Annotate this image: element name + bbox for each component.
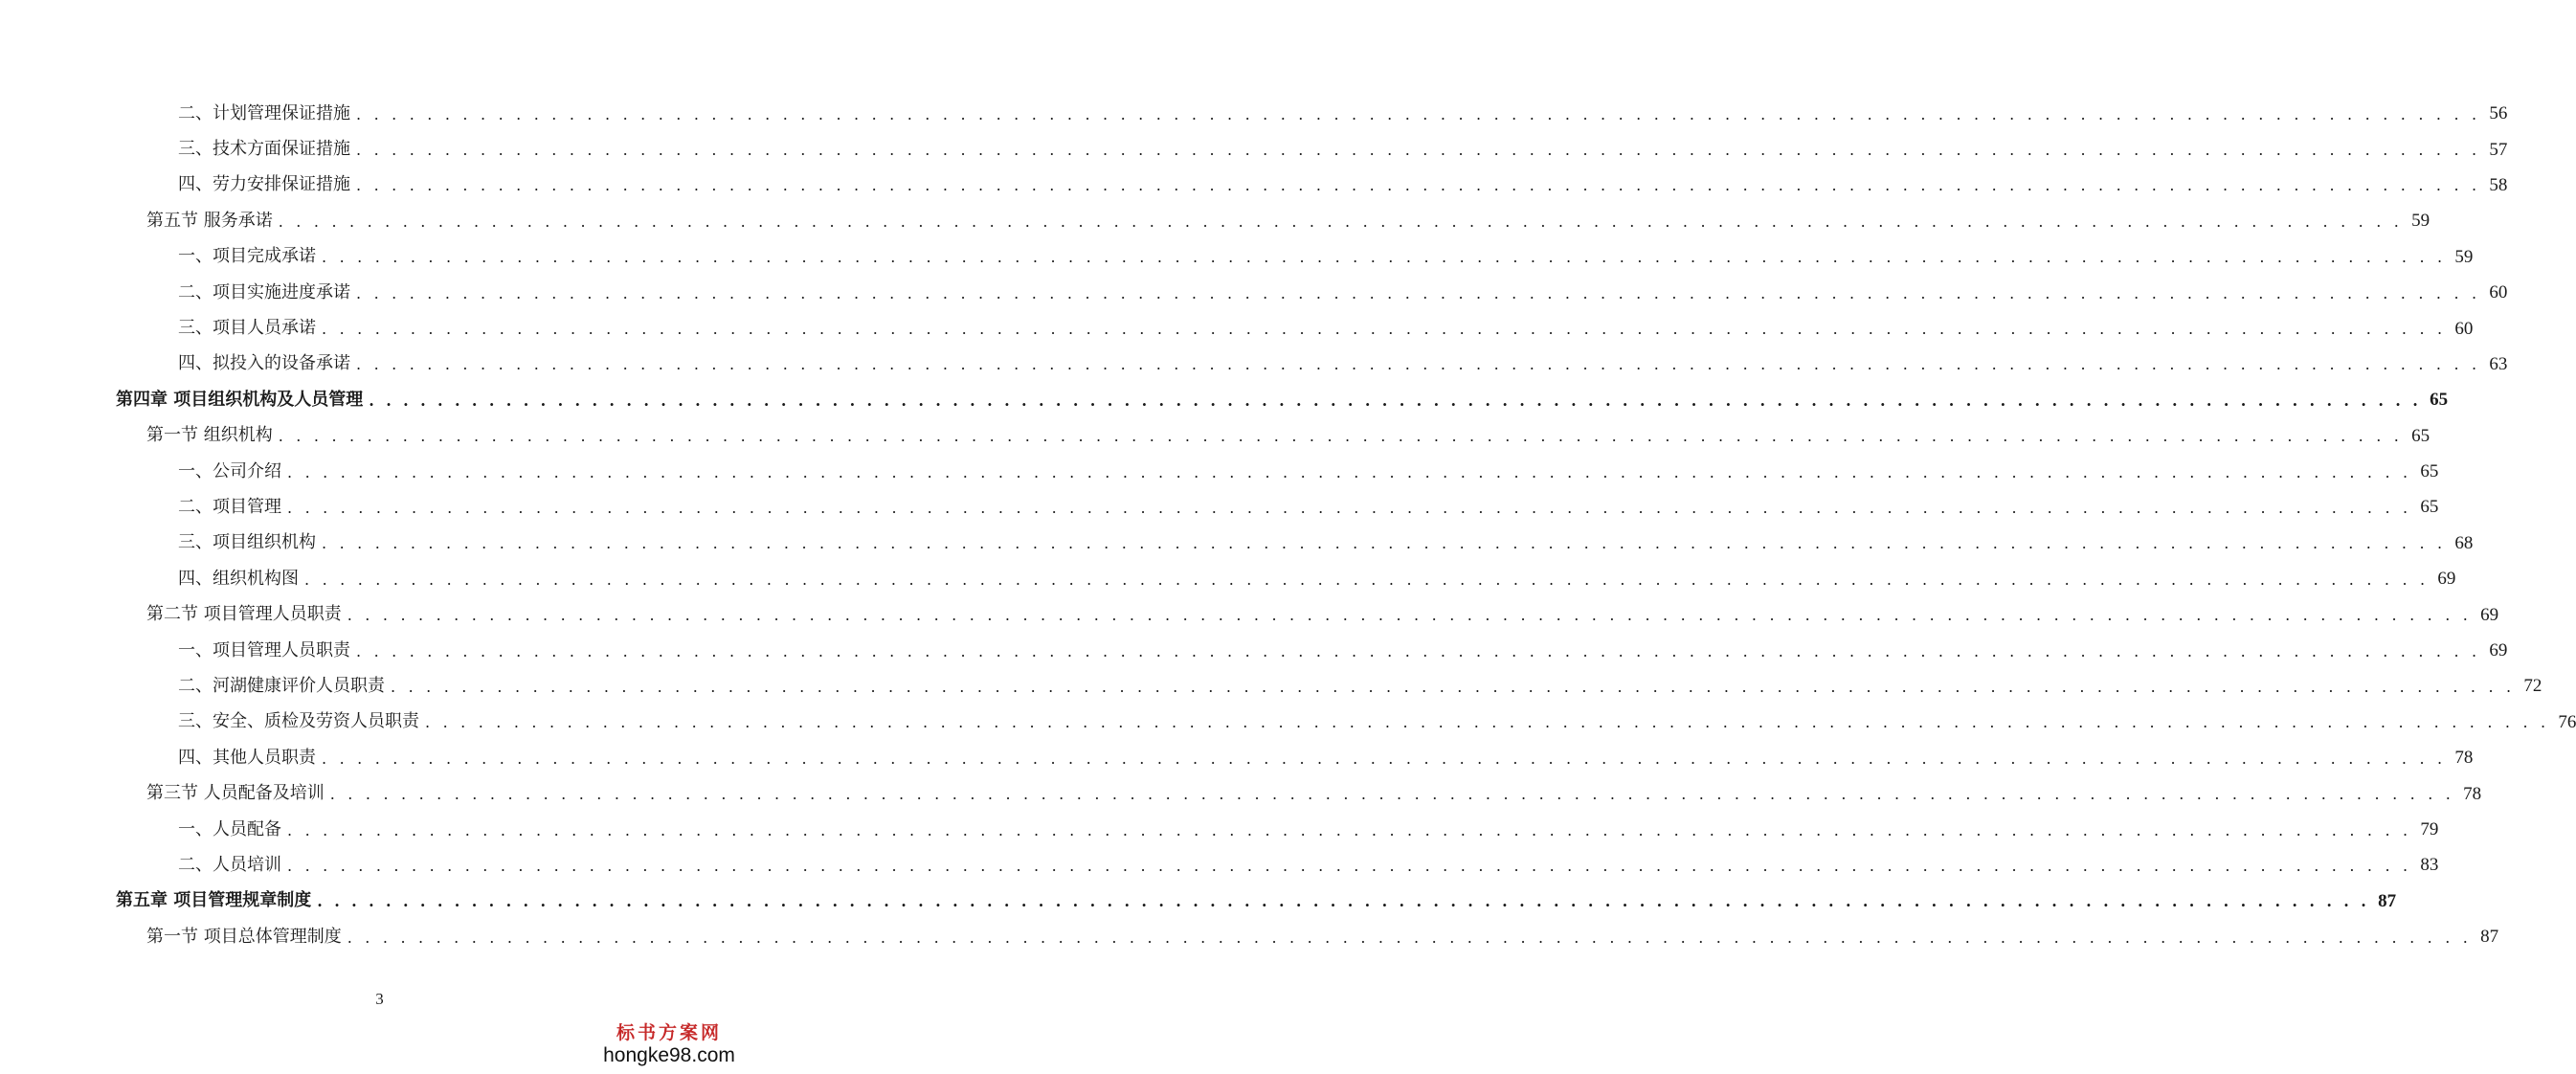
toc-dot-leader: . . . . . . . . . . . . . . . . . . . . . . . . . . . . . . . . . . . . . . . . . . . . . . . . . . . . . . . . . . . . . . . . . . . . . . . . . . . . . . . . . . . . . . . . . . . . . . . . . . . . . . . . . . . . . . . . . . . . . . . . xyxy=(322,320,2447,339)
toc-entry-page: 87 xyxy=(2480,927,2499,948)
toc-dot-leader: . . . . . . . . . . . . . . . . . . . . . . . . . . . . . . . . . . . . . . . . . . . . . . . . . . . . . . . . . . . . . . . . . . . . . . . . . . . . . . . . . . . . . . . . . . . . . . . . . . . . . . . . . . . . . . . . . . . . . . . . xyxy=(425,713,2550,732)
toc-subsection-entry xyxy=(0,740,2474,775)
toc-subsection-entry xyxy=(0,131,2508,167)
toc-section-entry xyxy=(0,919,2499,954)
toc-dot-leader: . . . . . . . . . . . . . . . . . . . . . . . . . . . . . . . . . . . . . . . . . . . . . . . . . . . . . . . . . . . . . . . . . . . . . . . . . . . . . . . . . . . . . . . . . . . . . . . . . . . . . . . . . . . . . . . . . . . . . . . . xyxy=(287,462,2412,481)
watermark-name: 标书方案网 xyxy=(616,1022,722,1044)
toc-dot-leader: . . . . . . . . . . . . . . . . . . . . . . . . . . . . . . . . . . . . . . . . . . . . . . . . . . . . . . . . . . . . . . . . . . . . . . . . . . . . . . . . . . . . . . . . . . . . . . . . . . . . . . . . . . . . . . . . . . . . . . . . xyxy=(322,248,2447,267)
toc-entry-title: 三、技术方面保证措施 xyxy=(178,139,350,160)
toc-chapter-entry xyxy=(0,382,2449,417)
toc-section-entry xyxy=(0,203,2430,238)
toc-entry-title: 第四章 项目组织机构及人员管理 xyxy=(116,389,364,410)
toc-subsection-entry xyxy=(0,489,2439,525)
toc-entry-title: 二、河湖健康评价人员职责 xyxy=(178,675,385,696)
toc-entry-title: 一、公司介绍 xyxy=(178,460,281,481)
toc-subsection-entry xyxy=(0,96,2508,131)
toc-entry-page: 79 xyxy=(2420,819,2439,839)
toc-entry-title: 第三节 人员配备及培训 xyxy=(146,783,325,804)
toc-entry-page: 78 xyxy=(2454,748,2474,769)
toc-dot-leader: . . . . . . . . . . . . . . . . . . . . . . . . . . . . . . . . . . . . . . . . . . . . . . . . . . . . . . . . . . . . . . . . . . . . . . . . . . . . . . . . . . . . . . . . . . . . . . . . . . . . . . . . . . . . . . . . . . . . . . . . xyxy=(356,641,2481,660)
toc-dot-leader: . . . . . . . . . . . . . . . . . . . . . . . . . . . . . . . . . . . . . . . . . . . . . . . . . . . . . . . . . . . . . . . . . . . . . . . . . . . . . . . . . . . . . . . . . . . . . . . . . . . . . . . . . . . . . . . . . . . . . . . . xyxy=(304,570,2430,589)
toc-dot-leader: . . . . . . . . . . . . . . . . . . . . . . . . . . . . . . . . . . . . . . . . . . . . . . . . . . . . . . . . . . . . . . . . . . . . . . . . . . . . . . . . . . . . . . . . . . . . . . . . . . . . . . . . . . . . . . . . . . . . . . . . xyxy=(356,283,2481,302)
toc-entry-title: 第二节 项目管理人员职责 xyxy=(146,604,342,625)
toc-subsection-entry xyxy=(0,168,2508,203)
page-number: 3 xyxy=(375,990,384,1008)
toc-subsection-entry xyxy=(0,633,2508,668)
table-of-contents xyxy=(0,96,2576,954)
toc-subsection-entry xyxy=(0,847,2439,883)
toc-entry-page: 65 xyxy=(2420,497,2439,518)
toc-entry-title: 四、劳力安排保证措施 xyxy=(178,174,350,195)
toc-dot-leader: . . . . . . . . . . . . . . . . . . . . . . . . . . . . . . . . . . . . . . . . . . . . . . . . . . . . . . . . . . . . . . . . . . . . . . . . . . . . . . . . . . . . . . . . . . . . . . . . . . . . . . . . . . . . . . . . . . . . . . . . xyxy=(287,856,2412,875)
toc-entry-title: 第五节 服务承诺 xyxy=(146,210,273,231)
toc-entry-page: 69 xyxy=(2480,604,2499,625)
toc-entry-title: 一、项目完成承诺 xyxy=(178,246,316,267)
toc-section-entry xyxy=(0,418,2430,454)
toc-subsection-entry xyxy=(0,526,2474,561)
toc-entry-page: 87 xyxy=(2378,890,2397,911)
toc-entry-page: 69 xyxy=(2489,640,2508,661)
toc-entry-page: 58 xyxy=(2489,174,2508,195)
toc-dot-leader: . . . . . . . . . . . . . . . . . . . . . . . . . . . . . . . . . . . . . . . . . . . . . . . . . . . . . . . . . . . . . . . . . . . . . . . . . . . . . . . . . . . . . . . . . . . . . . . . . . . . . . . . . . . . . . . . . . . . . . . . xyxy=(278,427,2404,446)
toc-entry-title: 三、项目组织机构 xyxy=(178,532,316,553)
toc-subsection-entry xyxy=(0,347,2508,382)
toc-subsection-entry xyxy=(0,239,2474,275)
toc-subsection-entry xyxy=(0,275,2508,310)
toc-entry-title: 二、项目实施进度承诺 xyxy=(178,281,350,302)
toc-entry-page: 69 xyxy=(2437,569,2456,590)
toc-subsection-entry xyxy=(0,812,2439,847)
toc-dot-leader: . . . . . . . . . . . . . . . . . . . . . . . . . . . . . . . . . . . . . . . . . . . . . . . . . . . . . . . . . . . . . . . . . . . . . . . . . . . . . . . . . . . . . . . . . . . . . . . . . . . . . . . . . . . . . . . . . . . . . . . . xyxy=(278,212,2404,231)
toc-entry-title: 四、其他人员职责 xyxy=(178,747,316,768)
toc-subsection-entry xyxy=(0,310,2474,346)
toc-subsection-entry xyxy=(0,705,2576,740)
toc-entry-title: 二、计划管理保证措施 xyxy=(178,102,350,123)
watermark-domain: hongke98.com xyxy=(603,1043,735,1066)
toc-entry-page: 83 xyxy=(2420,855,2439,876)
toc-entry-title: 四、组织机构图 xyxy=(178,568,299,589)
toc-entry-page: 63 xyxy=(2489,353,2508,374)
toc-dot-leader: . . . . . . . . . . . . . . . . . . . . . . . . . . . . . . . . . . . . . . . . . . . . . . . . . . . . . . . . . . . . . . . . . . . . . . . . . . . . . . . . . . . . . . . . . . . . . . . . . . . . . . . . . . . . . . . . . . . . . . . . xyxy=(329,785,2455,804)
toc-entry-title: 二、人员培训 xyxy=(178,854,281,875)
toc-entry-title: 三、项目人员承诺 xyxy=(178,318,316,339)
toc-entry-title: 一、人员配备 xyxy=(178,818,281,839)
toc-entry-page: 57 xyxy=(2489,139,2508,160)
toc-dot-leader: . . . . . . . . . . . . . . . . . . . . . . . . . . . . . . . . . . . . . . . . . . . . . . . . . . . . . . . . . . . . . . . . . . . . . . . . . . . . . . . . . . . . . . . . . . . . . . . . . . . . . . . . . . . . . . . . . . . . . . . . xyxy=(356,141,2481,160)
toc-entry-page: 78 xyxy=(2463,783,2482,804)
toc-dot-leader: . . . . . . . . . . . . . . . . . . . . . . . . . . . . . . . . . . . . . . . . . . . . . . . . . . . . . . . . . . . . . . . . . . . . . . . . . . . . . . . . . . . . . . . . . . . . . . . . . . . . . . . . . . . . . . . . . . . . . . . . xyxy=(356,355,2481,374)
toc-entry-page: 76 xyxy=(2558,711,2576,732)
toc-dot-leader: . . . . . . . . . . . . . . . . . . . . . . . . . . . . . . . . . . . . . . . . . . . . . . . . . . . . . . . . . . . . . . . . . . . . . . . . . . . . . . . . . . . . . . . . . . . . . . . . . . . . . . . . . . . . . . . . . . . . . . . . xyxy=(287,498,2412,517)
toc-entry-title: 四、拟投入的设备承诺 xyxy=(178,353,350,374)
toc-entry-page: 65 xyxy=(2430,390,2449,411)
toc-entry-title: 第一节 项目总体管理制度 xyxy=(146,926,342,947)
toc-section-entry xyxy=(0,596,2499,632)
toc-entry-page: 68 xyxy=(2454,532,2474,553)
toc-dot-leader: . . . . . . . . . . . . . . . . . . . . . . . . . . . . . . . . . . . . . . . . . . . . . . . . . . . . . . . . . . . . . . . . . . . . . . . . . . . . . . . . . . . . . . . . . . . . . . . . . . . . . . . . . . . . . . . . . . . . . . . . xyxy=(287,820,2412,839)
toc-dot-leader: . . . . . . . . . . . . . . . . . . . . . . . . . . . . . . . . . . . . . . . . . . . . . . . . . . . . . . . . . . . . . . . . . . . . . . . . . . . . . . . . . . . . . . . . . . . . . . . . . . . . . . . . . . . . . . . . . . . . . . . . xyxy=(347,928,2473,947)
toc-dot-leader: . . . . . . . . . . . . . . . . . . . . . . . . . . . . . . . . . . . . . . . . . . . . . . . . . . . . . . . . . . . . . . . . . . . . . . . . . . . . . . . . . . . . . . . . . . . . . . . . . . . . . . . . . . . . . . . . . . . . . . . . xyxy=(391,677,2516,696)
toc-chapter-entry xyxy=(0,884,2397,919)
toc-dot-leader: . . . . . . . . . . . . . . . . . . . . . . . . . . . . . . . . . . . . . . . . . . . . . . . . . . . . . . . . . . . . . . . . . . . . . . . . . . . . . . . . . . . . . . . . . . . . . . . . . . . . . . . . . . . . . . . . . . . . . . . . xyxy=(356,104,2481,123)
toc-dot-leader: . . . . . . . . . . . . . . . . . . . . . . . . . . . . . . . . . . . . . . . . . . . . . . . . . . . . . . . . . . . . . . . . . . . . . . . . . . . . . . . . . . . . . . . . . . . . . . . . . . . . . . . . . . . . . . . . . . . . . . . . xyxy=(356,176,2481,195)
toc-entry-title: 第一节 组织机构 xyxy=(146,425,273,446)
toc-section-entry xyxy=(0,775,2482,811)
toc-entry-page: 60 xyxy=(2489,282,2508,303)
toc-entry-page: 65 xyxy=(2411,425,2430,446)
watermark-logo xyxy=(593,1022,746,1066)
toc-entry-page: 60 xyxy=(2454,318,2474,339)
toc-entry-page: 59 xyxy=(2411,211,2430,232)
toc-entry-page: 72 xyxy=(2523,676,2542,697)
toc-dot-leader: . . . . . . . . . . . . . . . . . . . . . . . . . . . . . . . . . . . . . . . . . . . . . . . . . . . . . . . . . . . . . . . . . . . . . . . . . . . . . . . . . . . . . . . . . . . . . . . . . . . . . . . . . . . . . . . . . . . . . . . . xyxy=(322,749,2447,768)
toc-subsection-entry xyxy=(0,561,2456,596)
toc-entry-page: 56 xyxy=(2489,103,2508,124)
toc-entry-title: 一、项目管理人员职责 xyxy=(178,639,350,660)
toc-entry-title: 第五章 项目管理规章制度 xyxy=(116,890,312,911)
toc-dot-leader: . . . . . . . . . . . . . . . . . . . . . . . . . . . . . . . . . . . . . . . . . . . . . . . . . . . . . . . . . . . . . . . . . . . . . . . . . . . . . . . . . . . . . . . . . . . . . . . . . . . . . . . . . . . . . . . . . . . . . . . . xyxy=(317,892,2370,911)
toc-entry-title: 二、项目管理 xyxy=(178,496,281,517)
toc-dot-leader: . . . . . . . . . . . . . . . . . . . . . . . . . . . . . . . . . . . . . . . . . . . . . . . . . . . . . . . . . . . . . . . . . . . . . . . . . . . . . . . . . . . . . . . . . . . . . . . . . . . . . . . . . . . . . . . . . . . . . . . . xyxy=(347,606,2473,625)
toc-entry-page: 65 xyxy=(2420,461,2439,482)
toc-subsection-entry xyxy=(0,454,2439,489)
toc-subsection-entry xyxy=(0,668,2542,704)
toc-entry-page: 59 xyxy=(2454,246,2474,267)
toc-dot-leader: . . . . . . . . . . . . . . . . . . . . . . . . . . . . . . . . . . . . . . . . . . . . . . . . . . . . . . . . . . . . . . . . . . . . . . . . . . . . . . . . . . . . . . . . . . . . . . . . . . . . . . . . . . . . . . . . . . . . . . . . xyxy=(369,391,2422,410)
toc-entry-title: 三、安全、质检及劳资人员职责 xyxy=(178,711,419,732)
toc-dot-leader: . . . . . . . . . . . . . . . . . . . . . . . . . . . . . . . . . . . . . . . . . . . . . . . . . . . . . . . . . . . . . . . . . . . . . . . . . . . . . . . . . . . . . . . . . . . . . . . . . . . . . . . . . . . . . . . . . . . . . . . . xyxy=(322,534,2447,553)
